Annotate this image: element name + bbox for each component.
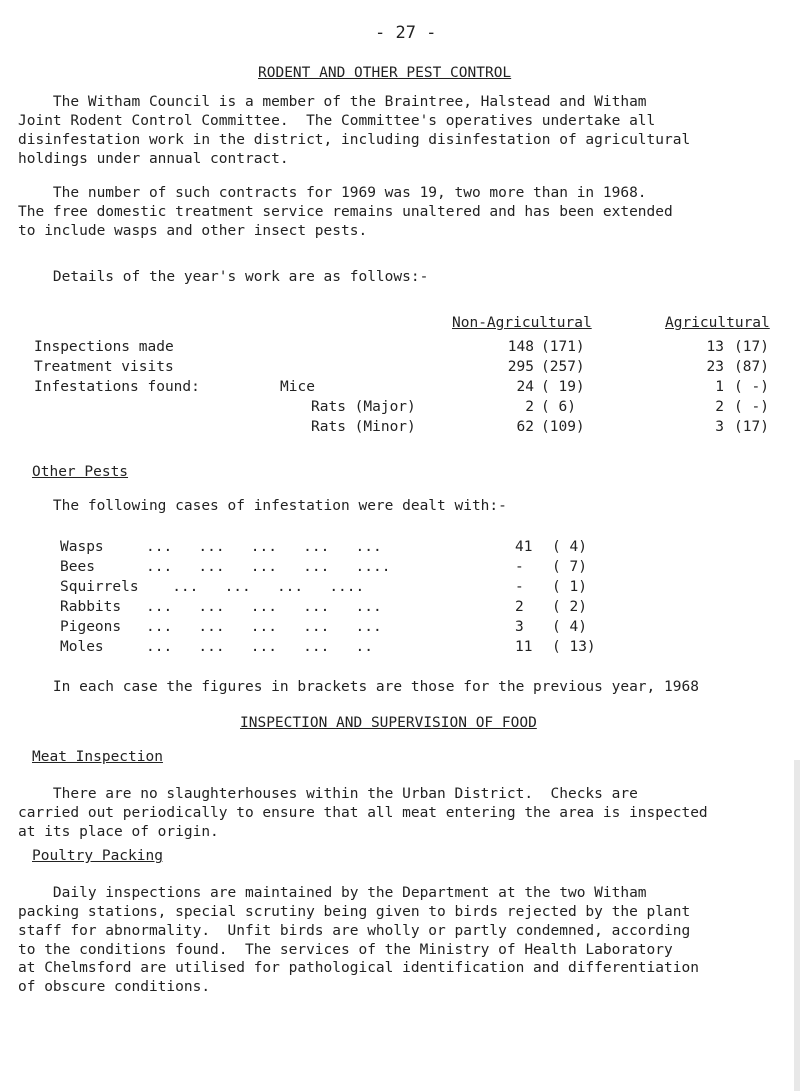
text-line: packing stations, special scrutiny being given to birds rejected by the plant [18,903,691,920]
text-line: to include wasps and other insect pests. [18,222,368,239]
agricultural-previous: (87) [734,359,769,375]
poultry-packing-paragraph [18,884,699,997]
row-label: Infestations found: [34,379,200,395]
list-item [0,578,800,596]
agricultural-previous: (17) [734,339,769,355]
pest-count: 41 [515,539,533,555]
intro-paragraph [18,93,690,168]
leader-dots: ... ... ... ... .... [146,559,391,575]
table-row [0,338,800,356]
text-line: carried out periodically to ensure that all meat entering the area is inspected [18,804,708,821]
section-heading-pest-control: RODENT AND OTHER PEST CONTROL [258,65,512,81]
pest-previous: ( 4) [552,619,587,635]
pest-previous: ( 1) [552,579,587,595]
other-pests-intro: The following cases of infestation were dealt with:- [18,498,507,514]
non-agricultural-previous: ( 6) [541,399,576,415]
row-sublabel: Rats (Minor) [311,419,416,435]
list-item [0,598,800,616]
table-row [0,398,800,416]
text-line: Joint Rodent Control Committee. The Committee's operatives undertake all [18,112,656,129]
table-row [0,418,800,436]
row-label: Treatment visits [34,359,174,375]
list-item [0,618,800,636]
non-agricultural-previous: (109) [541,419,585,435]
leader-dots: ... ... ... .... [146,579,365,595]
pest-name: Moles [60,639,104,655]
leader-dots: ... ... ... ... ... [146,539,382,555]
agricultural-value: 2 [715,399,724,415]
text-line: The Witham Council is a member of the Braintree, Halstead and Witham [18,94,647,110]
list-item [0,538,800,556]
non-agricultural-previous: (257) [541,359,585,375]
text-line: staff for abnormality. Unfit birds are wholly or partly condemned, according [18,922,691,939]
pest-count: - [515,559,524,575]
section-heading-food-inspection: INSPECTION AND SUPERVISION OF FOOD [240,715,537,731]
agricultural-previous: (17) [734,419,769,435]
text-line: holdings under annual contract. [18,150,289,167]
text-line: of obscure conditions. [18,979,211,996]
table-row [0,378,800,396]
text-line: Daily inspections are maintained by the Department at the two Witham [18,885,647,901]
non-agricultural-value: 148 [507,339,534,355]
list-item [0,558,800,576]
agricultural-value: 23 [706,359,724,375]
agricultural-previous: ( -) [734,379,769,395]
other-pests-heading: Other Pests [32,464,129,480]
text-line: There are no slaughterhouses within the Urban District. Checks are [18,786,638,802]
pest-count: 11 [515,639,533,655]
pest-name: Rabbits [60,599,122,615]
pest-name: Bees [60,559,95,575]
pest-previous: ( 7) [552,559,587,575]
pest-name: Squirrels [60,579,139,595]
leader-dots: ... ... ... ... .. [146,639,373,655]
details-intro: Details of the year's work are as follows:- [18,269,429,285]
pest-name: Wasps [60,539,104,555]
text-line: to the conditions found. The services of the Ministry of Health Laboratory [18,941,673,958]
pest-previous: ( 2) [552,599,587,615]
non-agricultural-value: 2 [525,399,534,415]
non-agricultural-value: 295 [507,359,534,375]
page-number: - 27 - [375,23,437,43]
pest-previous: ( 13) [552,639,596,655]
row-sublabel: Rats (Major) [311,399,416,415]
pest-count: 3 [515,619,524,635]
meat-inspection-paragraph [18,785,708,842]
row-sublabel: Mice [280,379,315,395]
agricultural-value: 1 [715,379,724,395]
row-label: Inspections made [34,339,174,355]
text-line: at Chelmsford are utilised for pathological identification and differentiation [18,960,699,977]
agricultural-value: 13 [706,339,724,355]
non-agricultural-value: 24 [516,379,534,395]
leader-dots: ... ... ... ... ... [146,599,382,615]
text-line: disinfestation work in the district, including disinfestation of agricultural [18,131,691,148]
column-header-non-agricultural: Non-Agricultural [452,315,592,331]
agricultural-value: 3 [715,419,724,435]
contracts-paragraph [18,184,673,241]
meat-inspection-heading: Meat Inspection [32,749,163,765]
column-header-agricultural: Agricultural [665,315,770,331]
non-agricultural-value: 62 [516,419,534,435]
non-agricultural-previous: ( 19) [541,379,585,395]
pest-name: Pigeons [60,619,122,635]
agricultural-previous: ( -) [734,399,769,415]
poultry-packing-heading: Poultry Packing [32,848,163,864]
list-item [0,638,800,656]
brackets-note: In each case the figures in brackets are those for the previous year, 1968 [18,679,699,695]
pest-count: - [515,579,524,595]
table-row [0,358,800,376]
pest-previous: ( 4) [552,539,587,555]
text-line: at its place of origin. [18,823,219,840]
text-line: The number of such contracts for 1969 was 19, two more than in 1968. [18,185,647,201]
scan-edge-shadow [794,760,800,1091]
leader-dots: ... ... ... ... ... [146,619,382,635]
non-agricultural-previous: (171) [541,339,585,355]
text-line: The free domestic treatment service remains unaltered and has been extended [18,203,673,220]
pest-count: 2 [515,599,524,615]
